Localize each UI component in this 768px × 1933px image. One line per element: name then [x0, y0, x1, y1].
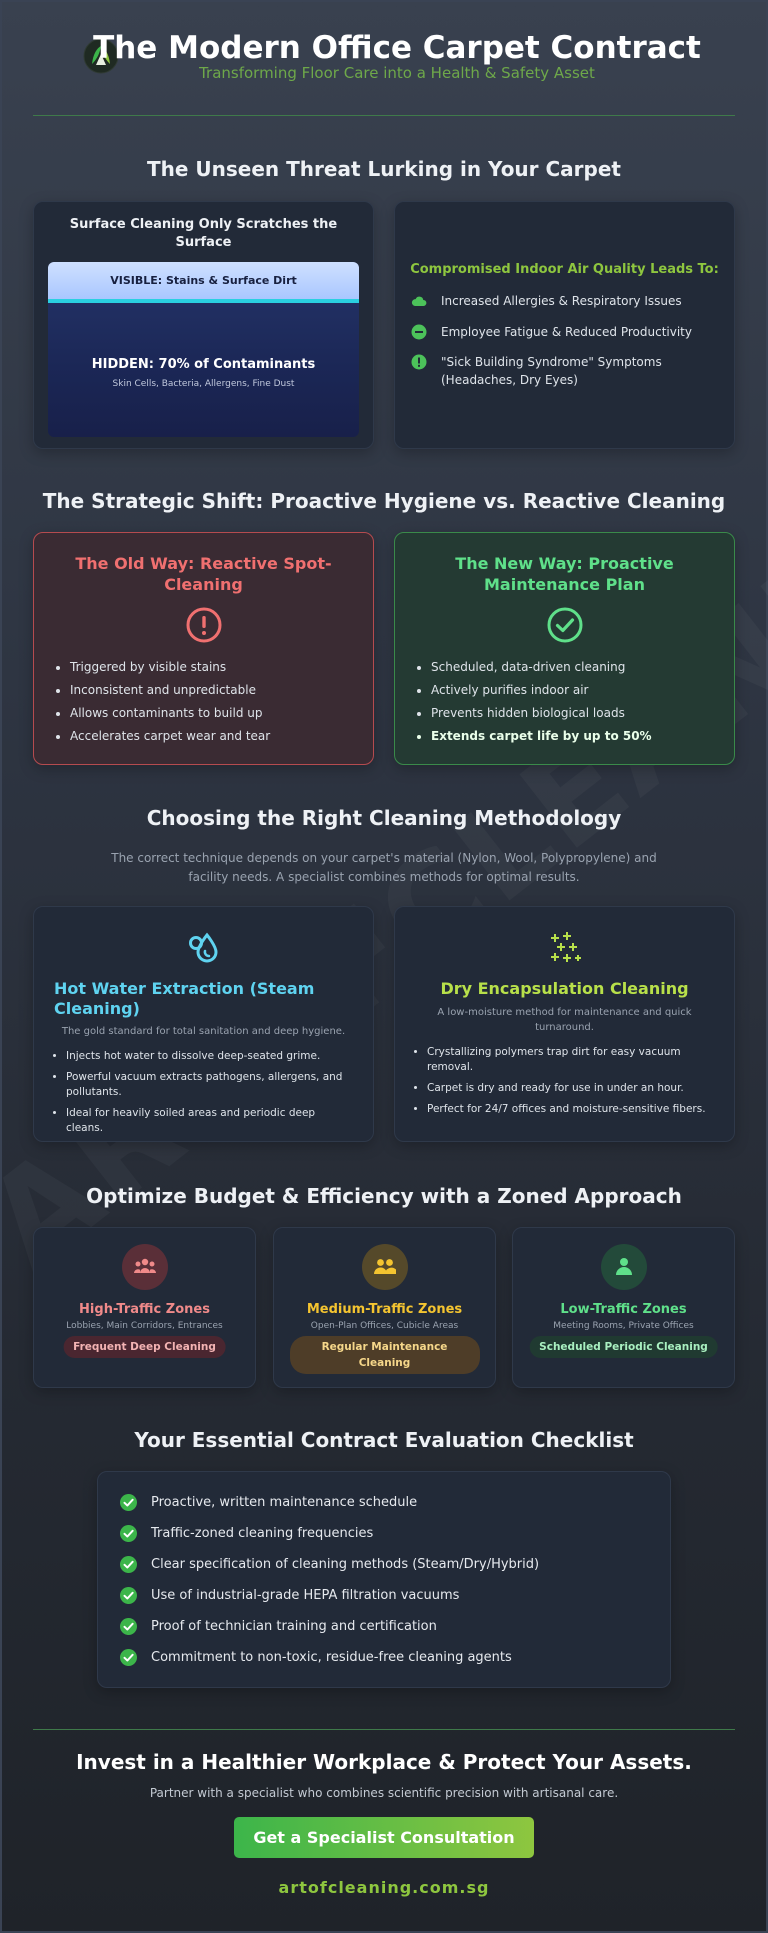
water-drop-icon [185, 929, 223, 967]
check-circle-icon [120, 1618, 137, 1635]
zone-frequency-badge: Frequent Deep Cleaning [63, 1336, 226, 1358]
air-quality-text: Employee Fatigue & Reduced Productivity [441, 325, 692, 339]
zone-icon-circle [122, 1244, 168, 1290]
zone-icon-circle [601, 1244, 647, 1290]
check-circle-icon [120, 1525, 137, 1542]
page-subtitle: Transforming Floor Care into a Health & Safety Asset [199, 64, 595, 82]
hot-water-title: Hot Water Extraction (Steam Cleaning) [54, 979, 315, 1018]
website-link[interactable]: artofcleaning.com.sg [278, 1878, 490, 1897]
threat-section-title: The Unseen Threat Lurking in Your Carpet [147, 157, 621, 181]
visible-label: VISIBLE: Stains & Surface Dirt [110, 274, 297, 287]
checklist-text: Commitment to non-toxic, residue-free cleaning agents [151, 1650, 512, 1665]
air-quality-item [411, 323, 720, 341]
checklist-text: Proactive, written maintenance schedule [151, 1495, 418, 1510]
checklist-text: Use of industrial-grade HEPA filtration vacuums [151, 1588, 460, 1603]
zone-sub: Lobbies, Main Corridors, Entrances [66, 1321, 223, 1331]
checklist-text: Proof of technician training and certification [151, 1619, 437, 1634]
old-way-list [70, 658, 359, 750]
shift-section-title: The Strategic Shift: Proactive Hygiene vs. Reactive Cleaning [42, 489, 726, 513]
zone-sub: Meeting Rooms, Private Offices [553, 1321, 694, 1331]
people-group-icon [132, 1254, 158, 1280]
page-title: The Modern Office Carpet Contract [93, 30, 701, 66]
hidden-label: HIDDEN: 70% of Contaminants [91, 357, 316, 372]
dry-encapsulation-list [427, 1045, 716, 1123]
alert-circle-icon [411, 354, 427, 370]
checklist-text: Clear specification of cleaning methods (Steam/Dry/Hybrid) [151, 1557, 540, 1572]
methods-intro: The correct technique depends on your carpet's material (Nylon, Wool, Polypropylene) and facility needs. A specialist combines methods for optimal results. [111, 851, 657, 884]
check-circle-icon [547, 607, 583, 643]
cta-subtitle: Partner with a specialist who combines scientific precision with artisanal care. [149, 1786, 619, 1800]
old-way-card [33, 532, 374, 765]
hot-water-sub: The gold standard for total sanitation and deep hygiene. [61, 1026, 346, 1037]
divider [33, 1729, 735, 1730]
list-item: • Crystallizing polymers trap dirt for easy vacuum removal. [427, 1045, 716, 1075]
hot-water-card [33, 906, 374, 1142]
air-quality-item [411, 353, 720, 389]
iceberg-diagram [48, 262, 359, 437]
air-quality-title: Compromised Indoor Air Quality Leads To: [410, 262, 719, 277]
check-circle-icon [120, 1556, 137, 1573]
list-item: • Inconsistent and unpredictable [70, 681, 359, 704]
list-item: • Scheduled, data-driven cleaning [431, 658, 720, 681]
list-item: • Allows contaminants to build up [70, 704, 359, 727]
dry-encapsulation-card [394, 906, 735, 1142]
air-quality-item [411, 292, 720, 310]
checklist-item [120, 1649, 512, 1666]
surface-card [33, 201, 374, 449]
zone-frequency-badge: Regular Maintenance Cleaning [290, 1336, 480, 1374]
checklist-item [120, 1525, 373, 1542]
checklist-item [120, 1618, 437, 1635]
new-way-list [431, 658, 720, 750]
checklist-section-title: Your Essential Contract Evaluation Checklist [134, 1428, 634, 1452]
header [33, 28, 735, 88]
hidden-sub: Skin Cells, Bacteria, Allergens, Fine Dust [112, 379, 295, 389]
list-item: • Injects hot water to dissolve deep-seated grime. [66, 1049, 355, 1064]
hot-water-list [66, 1049, 355, 1142]
checklist-item [120, 1587, 459, 1604]
zone-sub: Open-Plan Offices, Cubicle Areas [310, 1321, 459, 1331]
check-circle-icon [120, 1494, 137, 1511]
list-item: • Perfect for 24/7 offices and moisture-sensitive fibers. [427, 1102, 716, 1117]
minus-circle-icon [411, 324, 427, 340]
air-quality-card [394, 201, 735, 449]
check-circle-icon [120, 1649, 137, 1666]
zone-card-low [512, 1227, 735, 1388]
checklist-item [120, 1494, 417, 1511]
cta-title: Invest in a Healthier Workplace & Protect Your Assets. [76, 1750, 692, 1774]
person-icon [611, 1254, 637, 1280]
divider [33, 115, 735, 116]
list-item: • Accelerates carpet wear and tear [70, 727, 359, 750]
air-quality-text: "Sick Building Syndrome" Symptoms (Headaches, Dry Eyes) [441, 355, 662, 387]
zone-card-high [33, 1227, 256, 1388]
dry-encapsulation-title: Dry Encapsulation Cleaning [440, 979, 689, 998]
list-item: • Actively purifies indoor air [431, 681, 720, 704]
exclamation-circle-icon [186, 607, 222, 643]
methods-section-title: Choosing the Right Cleaning Methodology [146, 806, 622, 830]
sparkle-icon [546, 929, 584, 967]
consultation-button[interactable]: Get a Specialist Consultation [234, 1817, 534, 1858]
checklist-item [120, 1556, 539, 1573]
list-item: • Ideal for heavily soiled areas and periodic deep cleans. [66, 1106, 355, 1136]
cloud-icon [411, 293, 427, 309]
zone-card-medium [273, 1227, 496, 1388]
air-quality-text: Increased Allergies & Respiratory Issues [441, 294, 682, 308]
new-way-title: The New Way: Proactive Maintenance Plan [455, 554, 674, 594]
list-item: • Triggered by visible stains [70, 658, 359, 681]
list-item: • Carpet is dry and ready for use in under an hour. [427, 1081, 716, 1096]
zone-title: Medium-Traffic Zones [306, 1302, 463, 1317]
dry-encapsulation-sub: A low-moisture method for maintenance and quick turnaround. [437, 1007, 692, 1033]
list-item: • Powerful vacuum extracts pathogens, allergens, and pollutants. [66, 1070, 355, 1100]
zone-frequency-badge: Scheduled Periodic Cleaning [529, 1336, 718, 1358]
new-way-card [394, 532, 735, 765]
check-circle-icon [120, 1587, 137, 1604]
people-pair-icon [372, 1254, 398, 1280]
surface-card-title: Surface Cleaning Only Scratches the Surface [69, 217, 338, 250]
zone-title: High-Traffic Zones [79, 1302, 210, 1317]
checklist-card [97, 1471, 671, 1688]
old-way-title: The Old Way: Reactive Spot-Cleaning [75, 554, 332, 594]
list-item: • Extends carpet life by up to 50% [431, 727, 720, 750]
list-item: • Prevents hidden biological loads [431, 704, 720, 727]
zone-icon-circle [362, 1244, 408, 1290]
zone-title: Low-Traffic Zones [560, 1302, 687, 1317]
checklist-text: Traffic-zoned cleaning frequencies [151, 1526, 374, 1541]
zones-section-title: Optimize Budget & Efficiency with a Zoned Approach [86, 1184, 682, 1208]
